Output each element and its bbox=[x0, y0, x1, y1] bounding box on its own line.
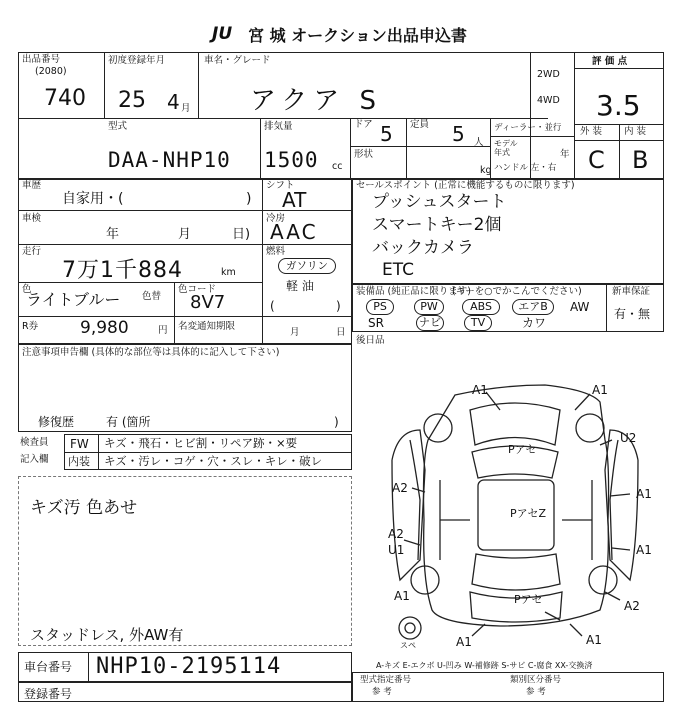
sales-point-2: スマートキー2個 bbox=[372, 215, 502, 235]
tax-day: 日 bbox=[336, 327, 346, 338]
inspector-label: 検査員 bbox=[20, 437, 49, 448]
sales-point-4: ETC bbox=[382, 260, 414, 280]
zone-trunk: Pアセ bbox=[514, 593, 543, 606]
note-line-1: キズ汚 色あせ bbox=[30, 498, 138, 518]
inspection-month: 月 bbox=[178, 227, 192, 242]
mark-a1-right: A1 bbox=[636, 487, 652, 501]
exterior-grade: C bbox=[588, 146, 605, 174]
door-value: 5 bbox=[380, 122, 393, 146]
class-number-label: 類別区分番号 bbox=[510, 675, 562, 685]
weight-unit: kg bbox=[480, 165, 492, 176]
shape-label: 形状 bbox=[354, 149, 374, 160]
inspector-interior: 内装 bbox=[68, 455, 90, 468]
score-label: 評 価 点 bbox=[592, 56, 628, 67]
fuel-other-close: ) bbox=[336, 299, 341, 313]
new-car-value: 有・無 bbox=[614, 307, 651, 321]
new-car-label: 新車保証 bbox=[612, 286, 651, 297]
displacement-value: 1500 bbox=[264, 148, 319, 172]
equipment-label: 装備品 (純正品に限ります) bbox=[356, 286, 471, 297]
after-label: 後日品 bbox=[356, 335, 385, 346]
year-unit: 年 bbox=[560, 149, 570, 160]
ref-label-1: 参 考 bbox=[372, 687, 392, 697]
mark-a1-rear: A1 bbox=[586, 633, 602, 647]
equip-airbag: エアB bbox=[512, 299, 554, 315]
inspection-label: 車検 bbox=[22, 213, 42, 224]
equip-ps: PS bbox=[366, 299, 394, 315]
drive-4wd: 4WD bbox=[537, 95, 560, 106]
entry-label: 記入欄 bbox=[20, 454, 49, 465]
note-line-2: スタッドレス, 外AW有 bbox=[30, 626, 184, 644]
ref-label-2: 参 考 bbox=[526, 687, 546, 697]
tax-label: 名変通知期限 bbox=[178, 321, 236, 332]
aircon-value: AAC bbox=[270, 220, 318, 244]
model-label: 型式 bbox=[108, 121, 128, 132]
equip-pw: PW bbox=[414, 299, 444, 315]
interior-label: 内 装 bbox=[624, 126, 647, 137]
repair-close: ) bbox=[334, 415, 339, 429]
equip-tv: TV bbox=[464, 315, 492, 331]
door-label: ドア bbox=[354, 119, 373, 130]
inspection-year: 年 bbox=[106, 227, 120, 242]
shift-label: シフト bbox=[266, 180, 295, 191]
mileage-value: 7万1千884 bbox=[62, 258, 183, 283]
dealer-label: ディーラー・並行 bbox=[494, 123, 562, 133]
fuel-other-open: ( bbox=[270, 299, 275, 313]
color-code: 8V7 bbox=[190, 292, 226, 313]
reg-label: 登録番号 bbox=[24, 687, 73, 701]
spare-label: スペ bbox=[400, 641, 416, 650]
car-name: アクア S bbox=[250, 86, 382, 116]
equip-navi: ナビ bbox=[416, 315, 444, 331]
brand-logo: JU bbox=[212, 24, 233, 44]
type-number-label: 型式指定番号 bbox=[360, 675, 412, 685]
chassis-label: 車台番号 bbox=[24, 660, 73, 674]
zone-roof: PアセZ bbox=[510, 507, 547, 520]
color-label: 色 bbox=[22, 284, 32, 295]
history-label: 車歴 bbox=[22, 180, 42, 191]
lot-code: (2080) bbox=[35, 66, 67, 77]
inspector-fw: FW bbox=[70, 437, 89, 451]
fuel-diesel: 軽 油 bbox=[286, 279, 314, 293]
inspection-day: 日) bbox=[232, 227, 251, 242]
recycle-label: R券 bbox=[22, 321, 39, 332]
first-reg-year: 25 bbox=[118, 88, 146, 113]
shift-value: AT bbox=[282, 188, 307, 212]
sales-point-1: プッシュスタート bbox=[372, 192, 507, 212]
model-year-label: モデル 年式 bbox=[494, 139, 518, 157]
history-value: 自家用・( bbox=[62, 191, 124, 207]
mark-a1-rear-left: A1 bbox=[394, 589, 410, 603]
inspector-row1: キズ・飛石・ヒビ割・リペア跡・×要 bbox=[104, 436, 298, 450]
displacement-label: 排気量 bbox=[264, 121, 293, 132]
tax-month: 月 bbox=[290, 327, 300, 338]
equip-leather: カワ bbox=[522, 316, 547, 330]
recycle-value: 9,980 bbox=[80, 318, 129, 338]
recycle-unit: 円 bbox=[158, 325, 168, 336]
inspector-row2: キズ・汚レ・コゲ・穴・スレ・キレ・破レ bbox=[104, 454, 323, 468]
exterior-label: 外 装 bbox=[580, 126, 603, 137]
repair-label: 修復歴 bbox=[38, 415, 75, 429]
mark-a1-front-left: A1 bbox=[472, 383, 488, 397]
drive-2wd: 2WD bbox=[537, 69, 560, 80]
mark-a2-rear-right: A2 bbox=[624, 599, 640, 613]
history-close: ) bbox=[246, 191, 252, 207]
mileage-unit: km bbox=[221, 267, 236, 278]
interior-grade: B bbox=[632, 146, 649, 174]
repair-value: 有 (箇所 bbox=[106, 415, 151, 429]
capacity-label: 定員 bbox=[410, 119, 430, 130]
month-unit: 月 bbox=[181, 103, 191, 114]
fuel-label: 燃料 bbox=[266, 246, 286, 257]
mark-u2: U2 bbox=[620, 431, 637, 445]
capacity-unit: 人 bbox=[474, 137, 484, 148]
first-reg-label: 初度登録年月 bbox=[108, 55, 166, 66]
car-name-label: 車名・グレード bbox=[204, 55, 271, 66]
lot-number: 740 bbox=[44, 86, 86, 111]
score-value: 3.5 bbox=[596, 89, 641, 122]
first-reg-month: 4 bbox=[167, 90, 180, 114]
mileage-label: 走行 bbox=[22, 246, 42, 257]
model-value: DAA-NHP10 bbox=[108, 148, 231, 172]
sheet-title: 宮 城 オークション出品申込書 bbox=[248, 26, 467, 45]
mark-a1-rear-2: A1 bbox=[456, 635, 472, 649]
mark-a2-left-2: A2 bbox=[388, 527, 404, 541]
sales-points-label: セールスポイント (正常に機能するものに限ります) bbox=[356, 180, 575, 191]
mark-a2-left: A2 bbox=[392, 481, 408, 495]
handle-label: ハンドル 左・右 bbox=[494, 163, 557, 173]
sales-point-3: バックカメラ bbox=[372, 238, 474, 258]
color-code-label: 色コード bbox=[178, 284, 217, 295]
lot-label: 出品番号 bbox=[22, 54, 61, 65]
capacity-value: 5 bbox=[452, 122, 465, 146]
fuel-gasoline: ガソリン bbox=[278, 258, 336, 274]
color-value: ライトブルー bbox=[26, 290, 121, 309]
chassis-number: NHP10-2195114 bbox=[96, 654, 282, 679]
equipment-key: (キーを○でかこんでください) bbox=[452, 286, 582, 297]
color-change-label: 色替 bbox=[142, 291, 162, 302]
mark-u1: U1 bbox=[388, 543, 405, 557]
damage-legend: A-キズ E-エクボ U-凹み W-補修跡 S-サビ C-腐食 XX-交換済 bbox=[376, 661, 593, 670]
displacement-unit: cc bbox=[332, 161, 343, 172]
notes-label: 注意事項申告欄 (具体的な部位等は具体的に記入して下さい) bbox=[22, 347, 280, 358]
equip-abs: ABS bbox=[462, 299, 500, 315]
zone-hood: Pアセ bbox=[508, 443, 537, 456]
equip-sr: SR bbox=[368, 316, 384, 330]
aircon-label: 冷房 bbox=[266, 213, 286, 224]
equip-aw: AW bbox=[570, 300, 590, 314]
mark-a1-right-rear: A1 bbox=[636, 543, 652, 557]
mark-a1-front-right: A1 bbox=[592, 383, 608, 397]
